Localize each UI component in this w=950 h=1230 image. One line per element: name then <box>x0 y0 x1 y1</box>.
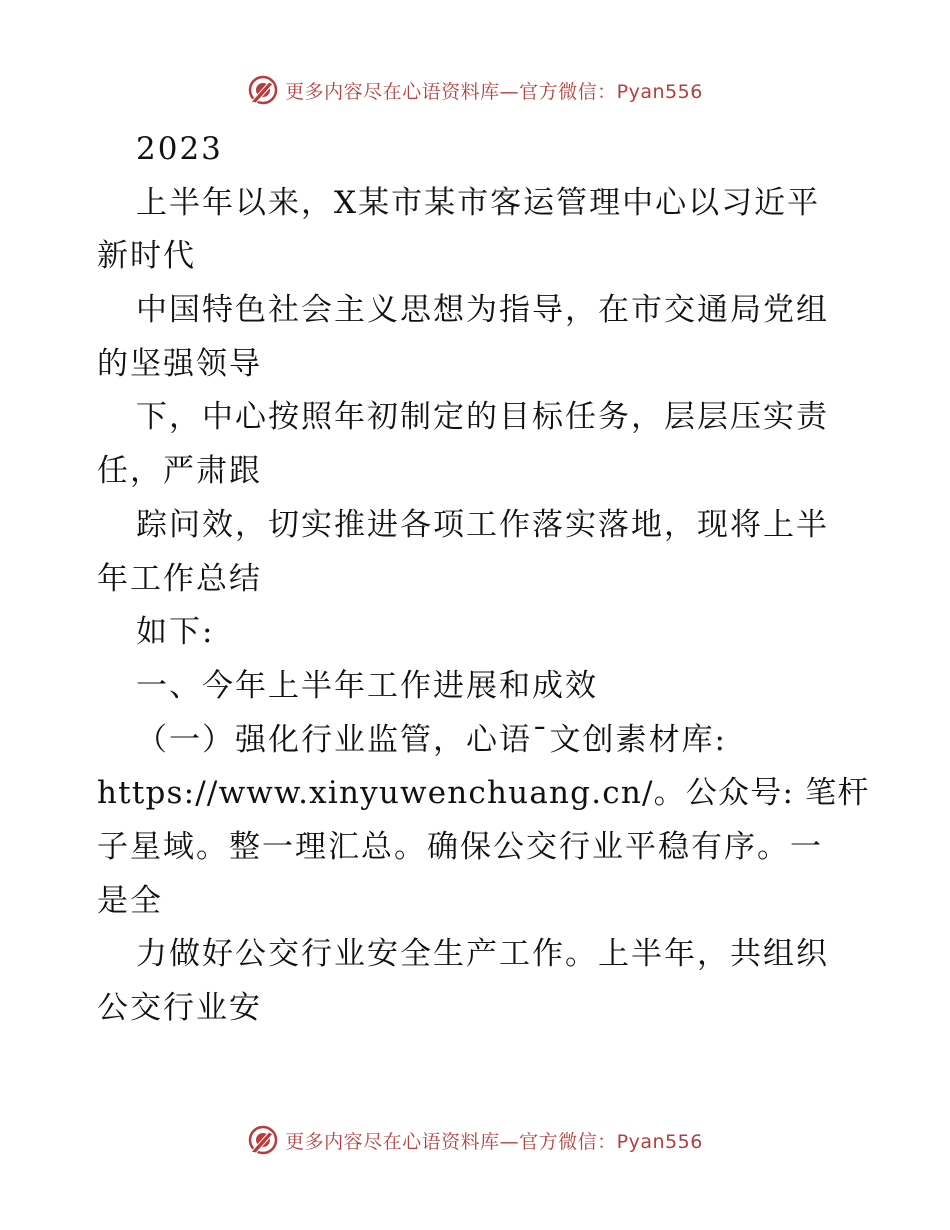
paragraph-line: 是全 <box>97 882 163 919</box>
section-heading: 一、今年上半年工作进展和成效 <box>136 667 598 704</box>
paragraph-line: 中国特色社会主义思想为指导，在市交通局党组 <box>136 292 829 329</box>
header-banner-text: 更多内容尽在心语资料库—官方微信：Pyan556 <box>285 80 703 103</box>
paragraph-line: 下，中心按照年初制定的目标任务，层层压实责 <box>136 399 829 436</box>
paragraph-line: 上半年以来，X某市某市客运管理中心以习近平 <box>136 184 821 221</box>
paragraph-line: 力做好公交行业安全生产工作。上半年，共组织 <box>136 936 829 973</box>
paragraph-line: 任，严肃跟 <box>97 453 262 490</box>
footer-banner <box>0 1120 950 1160</box>
pen-logo-icon <box>247 1124 279 1156</box>
paragraph-line: 新时代 <box>97 238 196 275</box>
paragraph-line: 的坚强领导 <box>97 345 262 382</box>
header-banner <box>0 70 950 110</box>
paragraph-line: 踪问效，切实推进各项工作落实落地，现将上半 <box>136 506 829 543</box>
paragraph-line: 年工作总结 <box>97 560 262 597</box>
footer-banner-text: 更多内容尽在心语资料库—官方微信：Pyan556 <box>285 1130 703 1153</box>
paragraph-line: 2023 <box>136 131 223 167</box>
subsection-heading: （一）强化行业监管，心语¯文创素材库: <box>136 721 727 758</box>
paragraph-line: https://www.xinyuwenchuang.cn/。公众号: 笔杆 <box>97 775 870 812</box>
document-body <box>97 123 870 1036</box>
paragraph-line: 如下: <box>136 614 215 651</box>
pen-logo-icon <box>247 74 279 106</box>
paragraph-line: 公交行业安 <box>97 990 262 1026</box>
paragraph-line: 子星域。整一理汇总。确保公交行业平稳有序。一 <box>97 828 823 865</box>
